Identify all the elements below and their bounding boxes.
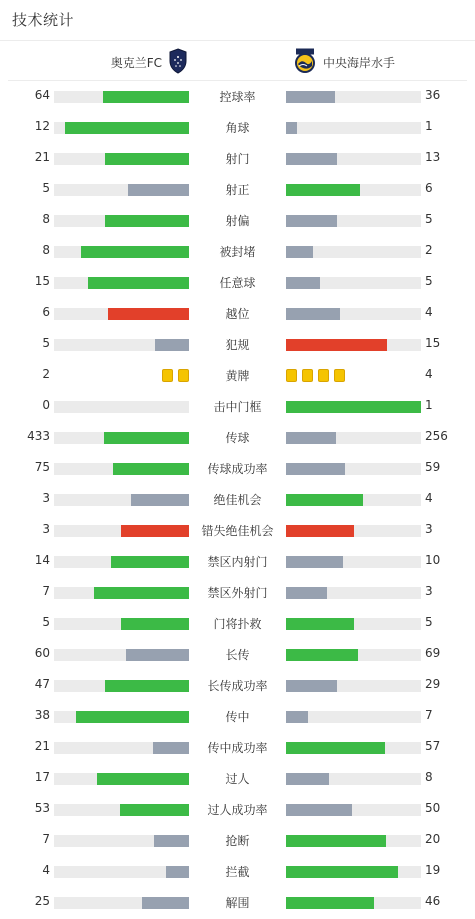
home-stat-bar-fill bbox=[121, 525, 189, 537]
home-stat-value: 25 bbox=[34, 894, 50, 908]
home-stat-value: 3 bbox=[42, 491, 50, 505]
home-stat-bar-fill bbox=[131, 494, 189, 506]
yellow-card-icon bbox=[302, 369, 313, 382]
away-stat-bar-fill bbox=[286, 494, 363, 506]
away-team-name: 中央海岸水手 bbox=[323, 55, 396, 70]
away-stat-bar-track bbox=[286, 649, 421, 661]
home-stat-bar-fill bbox=[105, 680, 189, 692]
away-stat-value: 5 bbox=[425, 274, 433, 288]
stat-row bbox=[0, 887, 475, 918]
home-stat-value: 17 bbox=[34, 770, 50, 784]
away-stat-bar-track bbox=[286, 742, 421, 754]
stat-label: 长传成功率 bbox=[207, 679, 268, 693]
home-stat-value: 47 bbox=[34, 677, 50, 691]
home-stat-value: 0 bbox=[42, 398, 50, 412]
home-stat-bar-track bbox=[54, 618, 189, 630]
stat-row bbox=[0, 670, 475, 701]
home-stat-bar-fill bbox=[142, 897, 189, 909]
stat-label: 被封堵 bbox=[219, 245, 256, 259]
away-stat-bar-fill bbox=[286, 835, 386, 847]
home-stat-value: 38 bbox=[34, 708, 50, 722]
home-stat-value: 64 bbox=[34, 88, 50, 102]
away-stat-bar-fill bbox=[286, 773, 329, 785]
away-stat-bar-fill bbox=[286, 525, 354, 537]
away-stat-value: 4 bbox=[425, 305, 433, 319]
home-stat-bar-track bbox=[54, 866, 189, 878]
yellow-card-icon bbox=[178, 369, 189, 382]
stat-label: 任意球 bbox=[219, 276, 256, 290]
home-stat-value: 8 bbox=[42, 212, 50, 226]
home-stat-bar-track bbox=[54, 742, 189, 754]
stat-label: 角球 bbox=[225, 121, 250, 135]
home-stat-value: 5 bbox=[42, 336, 50, 350]
away-stat-bar-track bbox=[286, 494, 421, 506]
stat-row bbox=[0, 453, 475, 484]
away-stat-value: 36 bbox=[425, 88, 441, 102]
away-stat-value: 3 bbox=[425, 522, 433, 536]
yellow-card-icon bbox=[334, 369, 345, 382]
home-stat-bar-track bbox=[54, 680, 189, 692]
home-stat-bar-fill bbox=[154, 835, 189, 847]
stat-row bbox=[0, 794, 475, 825]
away-stat-value: 5 bbox=[425, 615, 433, 629]
away-yellow-cards bbox=[286, 369, 345, 382]
home-stat-bar-fill bbox=[155, 339, 189, 351]
home-stat-bar-track bbox=[54, 246, 189, 258]
home-stat-value: 21 bbox=[34, 150, 50, 164]
home-stat-bar-fill bbox=[128, 184, 189, 196]
away-stat-value: 4 bbox=[425, 367, 433, 381]
home-stat-value: 8 bbox=[42, 243, 50, 257]
home-stat-bar-fill bbox=[94, 587, 189, 599]
away-stat-bar-fill bbox=[286, 432, 336, 444]
stat-label: 禁区外射门 bbox=[207, 586, 268, 600]
home-stat-value: 2 bbox=[42, 367, 50, 381]
stat-label: 门将扑救 bbox=[213, 617, 262, 631]
away-stat-bar-fill bbox=[286, 804, 352, 816]
stat-label: 过人成功率 bbox=[207, 803, 268, 817]
away-stat-value: 4 bbox=[425, 491, 433, 505]
away-stat-value: 10 bbox=[425, 553, 441, 567]
stat-row bbox=[0, 298, 475, 329]
stat-row bbox=[0, 546, 475, 577]
home-stat-value: 5 bbox=[42, 615, 50, 629]
away-stat-value: 69 bbox=[425, 646, 441, 660]
home-stat-value: 433 bbox=[27, 429, 50, 443]
away-stat-value: 46 bbox=[425, 894, 441, 908]
away-stat-bar-track bbox=[286, 339, 421, 351]
away-stat-value: 6 bbox=[425, 181, 433, 195]
home-stat-bar-track bbox=[54, 308, 189, 320]
away-stat-bar-track bbox=[286, 401, 421, 413]
stat-label: 射偏 bbox=[225, 214, 250, 228]
away-stat-bar-track bbox=[286, 835, 421, 847]
away-stat-bar-track bbox=[286, 246, 421, 258]
home-stat-bar-fill bbox=[81, 246, 189, 258]
stat-label: 越位 bbox=[225, 307, 250, 321]
away-stat-bar-fill bbox=[286, 153, 337, 165]
away-stat-bar-fill bbox=[286, 277, 320, 289]
stat-label: 禁区内射门 bbox=[207, 555, 268, 569]
stat-row bbox=[0, 577, 475, 608]
away-stat-bar-track bbox=[286, 308, 421, 320]
home-stat-value: 4 bbox=[42, 863, 50, 877]
away-stat-bar-track bbox=[286, 432, 421, 444]
stat-label: 射门 bbox=[225, 152, 250, 166]
home-stat-bar-track bbox=[54, 494, 189, 506]
home-stat-bar-fill bbox=[166, 866, 189, 878]
central-coast-mariners-crest-icon bbox=[293, 48, 317, 77]
away-stat-value: 3 bbox=[425, 584, 433, 598]
home-stat-bar-track bbox=[54, 463, 189, 475]
away-stat-bar-fill bbox=[286, 246, 313, 258]
away-stat-bar-fill bbox=[286, 866, 398, 878]
away-stat-value: 2 bbox=[425, 243, 433, 257]
away-stat-value: 29 bbox=[425, 677, 441, 691]
stat-row bbox=[0, 205, 475, 236]
stat-row bbox=[0, 143, 475, 174]
away-stat-value: 59 bbox=[425, 460, 441, 474]
stat-label: 绝佳机会 bbox=[213, 493, 262, 507]
away-stat-bar-track bbox=[286, 184, 421, 196]
away-stat-bar-track bbox=[286, 91, 421, 103]
away-stat-bar-fill bbox=[286, 649, 358, 661]
stat-row bbox=[0, 329, 475, 360]
home-stat-bar-track bbox=[54, 773, 189, 785]
away-stat-bar-track bbox=[286, 277, 421, 289]
home-stat-bar-fill bbox=[126, 649, 189, 661]
stat-label: 解围 bbox=[225, 896, 250, 910]
away-stat-value: 20 bbox=[425, 832, 441, 846]
home-stat-bar-fill bbox=[113, 463, 189, 475]
home-stat-value: 6 bbox=[42, 305, 50, 319]
home-stat-bar-track bbox=[54, 122, 189, 134]
stat-row bbox=[0, 515, 475, 546]
away-stat-bar-fill bbox=[286, 742, 385, 754]
home-stat-bar-fill bbox=[103, 91, 189, 103]
away-stat-bar-track bbox=[286, 556, 421, 568]
away-stat-bar-fill bbox=[286, 339, 387, 351]
home-stat-bar-fill bbox=[108, 308, 189, 320]
stat-row bbox=[0, 856, 475, 887]
away-stat-value: 13 bbox=[425, 150, 441, 164]
away-stat-bar-fill bbox=[286, 215, 337, 227]
away-stat-bar-track bbox=[286, 773, 421, 785]
home-stat-value: 75 bbox=[34, 460, 50, 474]
away-stat-bar-track bbox=[286, 711, 421, 723]
away-stat-bar-fill bbox=[286, 587, 327, 599]
stat-row bbox=[0, 422, 475, 453]
home-stat-bar-track bbox=[54, 897, 189, 909]
away-stat-bar-track bbox=[286, 897, 421, 909]
away-stat-bar-fill bbox=[286, 463, 345, 475]
home-stat-bar-fill bbox=[65, 122, 189, 134]
yellow-card-icon bbox=[318, 369, 329, 382]
stat-row bbox=[0, 484, 475, 515]
home-stat-value: 60 bbox=[34, 646, 50, 660]
away-stat-value: 50 bbox=[425, 801, 441, 815]
home-stat-bar-track bbox=[54, 339, 189, 351]
stat-row bbox=[0, 763, 475, 794]
stat-label: 击中门框 bbox=[213, 400, 262, 414]
home-stat-value: 7 bbox=[42, 584, 50, 598]
away-stat-bar-track bbox=[286, 463, 421, 475]
away-stat-value: 1 bbox=[425, 119, 433, 133]
yellow-card-icon bbox=[286, 369, 297, 382]
stat-label: 错失绝佳机会 bbox=[201, 524, 274, 538]
away-stat-bar-track bbox=[286, 153, 421, 165]
home-stat-value: 14 bbox=[34, 553, 50, 567]
away-stat-bar-fill bbox=[286, 308, 340, 320]
home-stat-bar-track bbox=[54, 587, 189, 599]
stat-row bbox=[0, 174, 475, 205]
home-stat-bar-track bbox=[54, 215, 189, 227]
home-stat-bar-track bbox=[54, 401, 189, 413]
home-stat-bar-track bbox=[54, 184, 189, 196]
stat-label: 传球 bbox=[225, 431, 250, 445]
home-stat-value: 7 bbox=[42, 832, 50, 846]
stats-list bbox=[0, 81, 475, 918]
stat-row bbox=[0, 732, 475, 763]
away-stat-bar-fill bbox=[286, 556, 343, 568]
away-stat-value: 256 bbox=[425, 429, 448, 443]
stat-row bbox=[0, 391, 475, 422]
away-stat-bar-fill bbox=[286, 897, 374, 909]
home-stat-bar-track bbox=[54, 277, 189, 289]
home-stat-value: 53 bbox=[34, 801, 50, 815]
stat-row bbox=[0, 608, 475, 639]
away-stat-bar-track bbox=[286, 804, 421, 816]
home-stat-bar-track bbox=[54, 649, 189, 661]
away-stat-value: 1 bbox=[425, 398, 433, 412]
stat-label: 过人 bbox=[225, 772, 250, 786]
away-stat-value: 19 bbox=[425, 863, 441, 877]
away-stat-value: 8 bbox=[425, 770, 433, 784]
home-stat-value: 3 bbox=[42, 522, 50, 536]
yellow-card-icon bbox=[162, 369, 173, 382]
stat-row bbox=[0, 360, 475, 391]
away-stat-bar-track bbox=[286, 525, 421, 537]
home-stat-bar-fill bbox=[76, 711, 189, 723]
home-stat-bar-track bbox=[54, 91, 189, 103]
away-stat-bar-fill bbox=[286, 401, 421, 413]
home-stat-value: 15 bbox=[34, 274, 50, 288]
stat-label: 抢断 bbox=[225, 834, 250, 848]
away-stat-bar-track bbox=[286, 680, 421, 692]
away-stat-bar-fill bbox=[286, 711, 308, 723]
away-stat-value: 57 bbox=[425, 739, 441, 753]
home-stat-bar-fill bbox=[105, 153, 189, 165]
home-stat-value: 12 bbox=[34, 119, 50, 133]
away-stat-value: 15 bbox=[425, 336, 441, 350]
stat-label: 射正 bbox=[225, 183, 250, 197]
home-team-name: 奥克兰FC bbox=[110, 55, 162, 70]
home-stat-value: 5 bbox=[42, 181, 50, 195]
stat-row bbox=[0, 236, 475, 267]
stat-row bbox=[0, 701, 475, 732]
away-stat-value: 5 bbox=[425, 212, 433, 226]
stat-label: 传球成功率 bbox=[207, 462, 268, 476]
team-header bbox=[8, 41, 467, 81]
home-stat-bar-track bbox=[54, 835, 189, 847]
home-stat-bar-track bbox=[54, 153, 189, 165]
stat-row bbox=[0, 267, 475, 298]
stat-row bbox=[0, 639, 475, 670]
away-stat-bar-fill bbox=[286, 184, 360, 196]
page-title: 技术统计 bbox=[12, 11, 75, 29]
home-stat-bar-track bbox=[54, 804, 189, 816]
home-stat-value: 21 bbox=[34, 739, 50, 753]
stat-label: 黄牌 bbox=[225, 369, 250, 383]
stat-label: 传中成功率 bbox=[207, 741, 268, 755]
home-team[interactable] bbox=[111, 49, 188, 75]
stat-label: 长传 bbox=[225, 648, 250, 662]
home-stat-bar-fill bbox=[121, 618, 189, 630]
stat-row bbox=[0, 112, 475, 143]
home-stat-bar-fill bbox=[120, 804, 189, 816]
home-stat-bar-track bbox=[54, 556, 189, 568]
away-stat-bar-fill bbox=[286, 680, 337, 692]
away-stat-bar-track bbox=[286, 618, 421, 630]
home-stat-bar-fill bbox=[88, 277, 189, 289]
stat-label: 犯规 bbox=[225, 338, 250, 352]
home-stat-bar-fill bbox=[111, 556, 189, 568]
home-stat-bar-fill bbox=[153, 742, 189, 754]
home-stat-bar-fill bbox=[104, 432, 189, 444]
away-stat-bar-fill bbox=[286, 122, 297, 134]
away-stat-bar-fill bbox=[286, 618, 354, 630]
home-stat-bar-fill bbox=[105, 215, 189, 227]
away-stat-value: 7 bbox=[425, 708, 433, 722]
away-stat-bar-track bbox=[286, 866, 421, 878]
stat-row bbox=[0, 81, 475, 112]
home-stat-bar-track bbox=[54, 525, 189, 537]
stat-row bbox=[0, 825, 475, 856]
away-stat-bar-track bbox=[286, 587, 421, 599]
auckland-fc-crest-icon bbox=[168, 48, 188, 77]
away-stat-bar-track bbox=[286, 122, 421, 134]
home-stat-bar-track bbox=[54, 432, 189, 444]
stat-label: 拦截 bbox=[225, 865, 250, 879]
home-yellow-cards bbox=[162, 369, 189, 382]
away-stat-bar-track bbox=[286, 215, 421, 227]
home-stat-bar-fill bbox=[97, 773, 189, 785]
away-stat-bar-fill bbox=[286, 91, 335, 103]
home-stat-bar-track bbox=[54, 711, 189, 723]
away-team[interactable] bbox=[293, 49, 395, 75]
stat-label: 控球率 bbox=[219, 90, 256, 104]
stat-label: 传中 bbox=[225, 710, 250, 724]
